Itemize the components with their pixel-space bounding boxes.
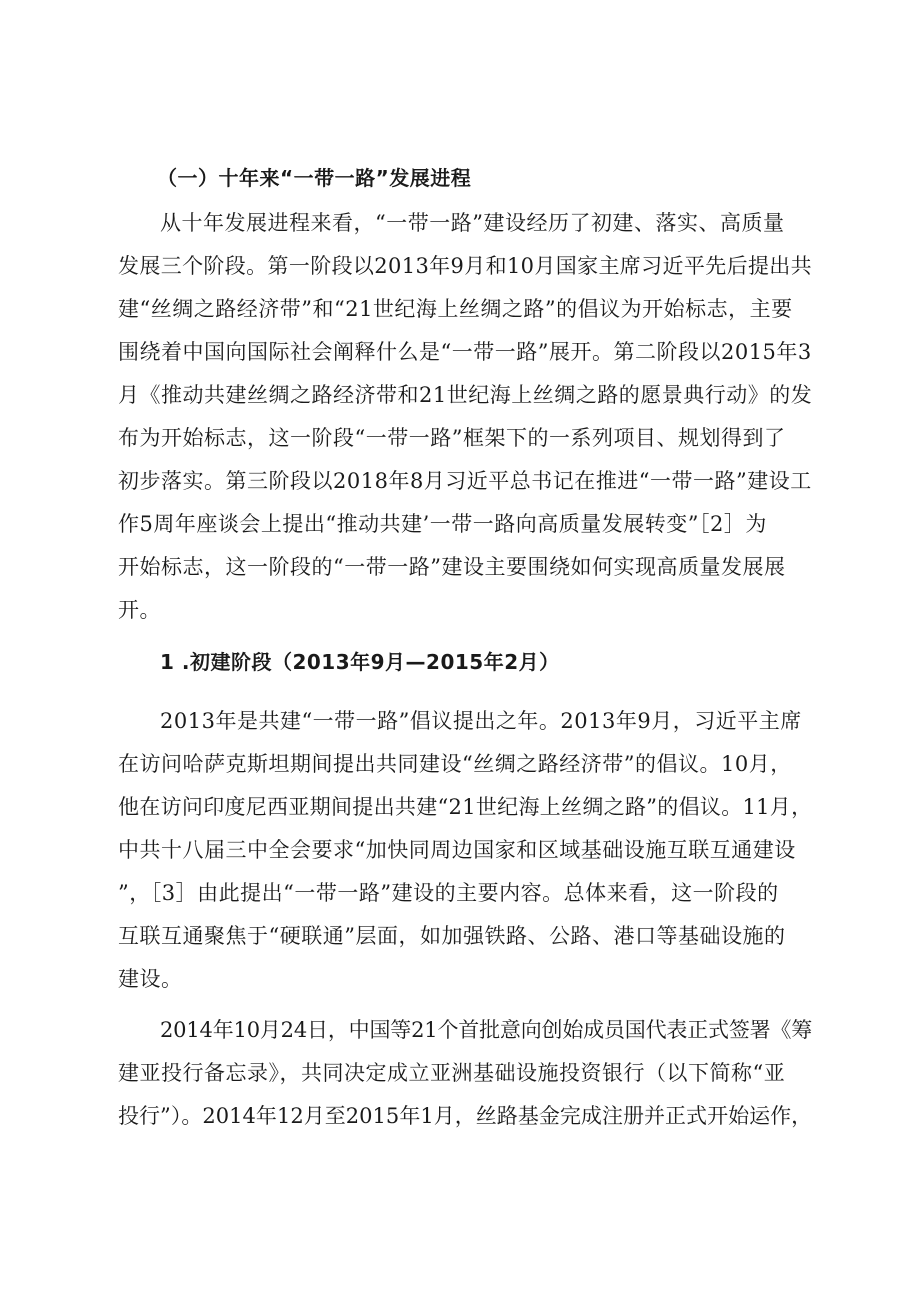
text-line: 互联互通聚焦于“硬联通”层面，如加强铁路、公路、港口等基础设施的 bbox=[118, 924, 786, 948]
subsection-heading: 1 .初建阶段（2013年9月—2015年2月） bbox=[160, 650, 560, 674]
text-line: 发展三个阶段。第一阶段以2013年9月和10月国家主席习近平先后提出共 bbox=[118, 254, 813, 278]
text-line: 建设。 bbox=[118, 967, 183, 991]
text-line: 初步落实。第三阶段以2018年8月习近平总书记在推进“一带一路”建设工 bbox=[118, 469, 812, 493]
text-line: 围绕着中国向国际社会阐释什么是“一带一路”展开。第二阶段以2015年3 bbox=[118, 340, 812, 364]
text-line: ”，［3］由此提出“一带一路”建设的主要内容。总体来看，这一阶段的 bbox=[118, 881, 779, 905]
text-line: 2014年10月24日，中国等21个首批意向创始成员国代表正式签署《筹 bbox=[160, 1018, 813, 1042]
text-line: 在访问哈萨克斯坦期间提出共同建设“丝绸之路经济带”的倡议。10月， bbox=[118, 752, 792, 776]
text-line: 他在访问印度尼西亚期间提出共建“21世纪海上丝绸之路”的倡议。11月， bbox=[118, 795, 813, 819]
section-heading: （一）十年来“一带一路”发展进程 bbox=[157, 166, 472, 190]
text-line: 从十年发展进程来看，“一带一路”建设经历了初建、落实、高质量 bbox=[160, 211, 785, 235]
text-line: 建亚投行备忘录》，共同决定成立亚洲基础设施投资银行（以下简称“亚 bbox=[118, 1061, 786, 1085]
text-line: 投行”）。2014年12月至2015年1月，丝路基金完成注册并正式开始运作， bbox=[118, 1104, 813, 1128]
text-line: 建“丝绸之路经济带”和“21世纪海上丝绸之路”的倡议为开始标志，主要 bbox=[118, 297, 793, 321]
text-line: 开始标志，这一阶段的“一带一路”建设主要围绕如何实现高质量发展展 bbox=[118, 555, 786, 579]
text-line: 中共十八届三中全会要求“加快同周边国家和区域基础设施互联互通建设 bbox=[118, 838, 796, 862]
text-line: 月《推动共建丝绸之路经济带和21世纪海上丝绸之路的愿景典行动》的发 bbox=[118, 383, 813, 407]
text-line: 2013年是共建“一带一路”倡议提出之年。2013年9月，习近平主席 bbox=[160, 709, 802, 733]
text-line: 作5周年座谈会上提出“推动共建’一带一路向高质量发展转变”［2］为 bbox=[118, 512, 767, 536]
text-line: 开。 bbox=[118, 598, 161, 622]
text-line: 布为开始标志，这一阶段“一带一路”框架下的一系列项目、规划得到了 bbox=[118, 426, 786, 450]
